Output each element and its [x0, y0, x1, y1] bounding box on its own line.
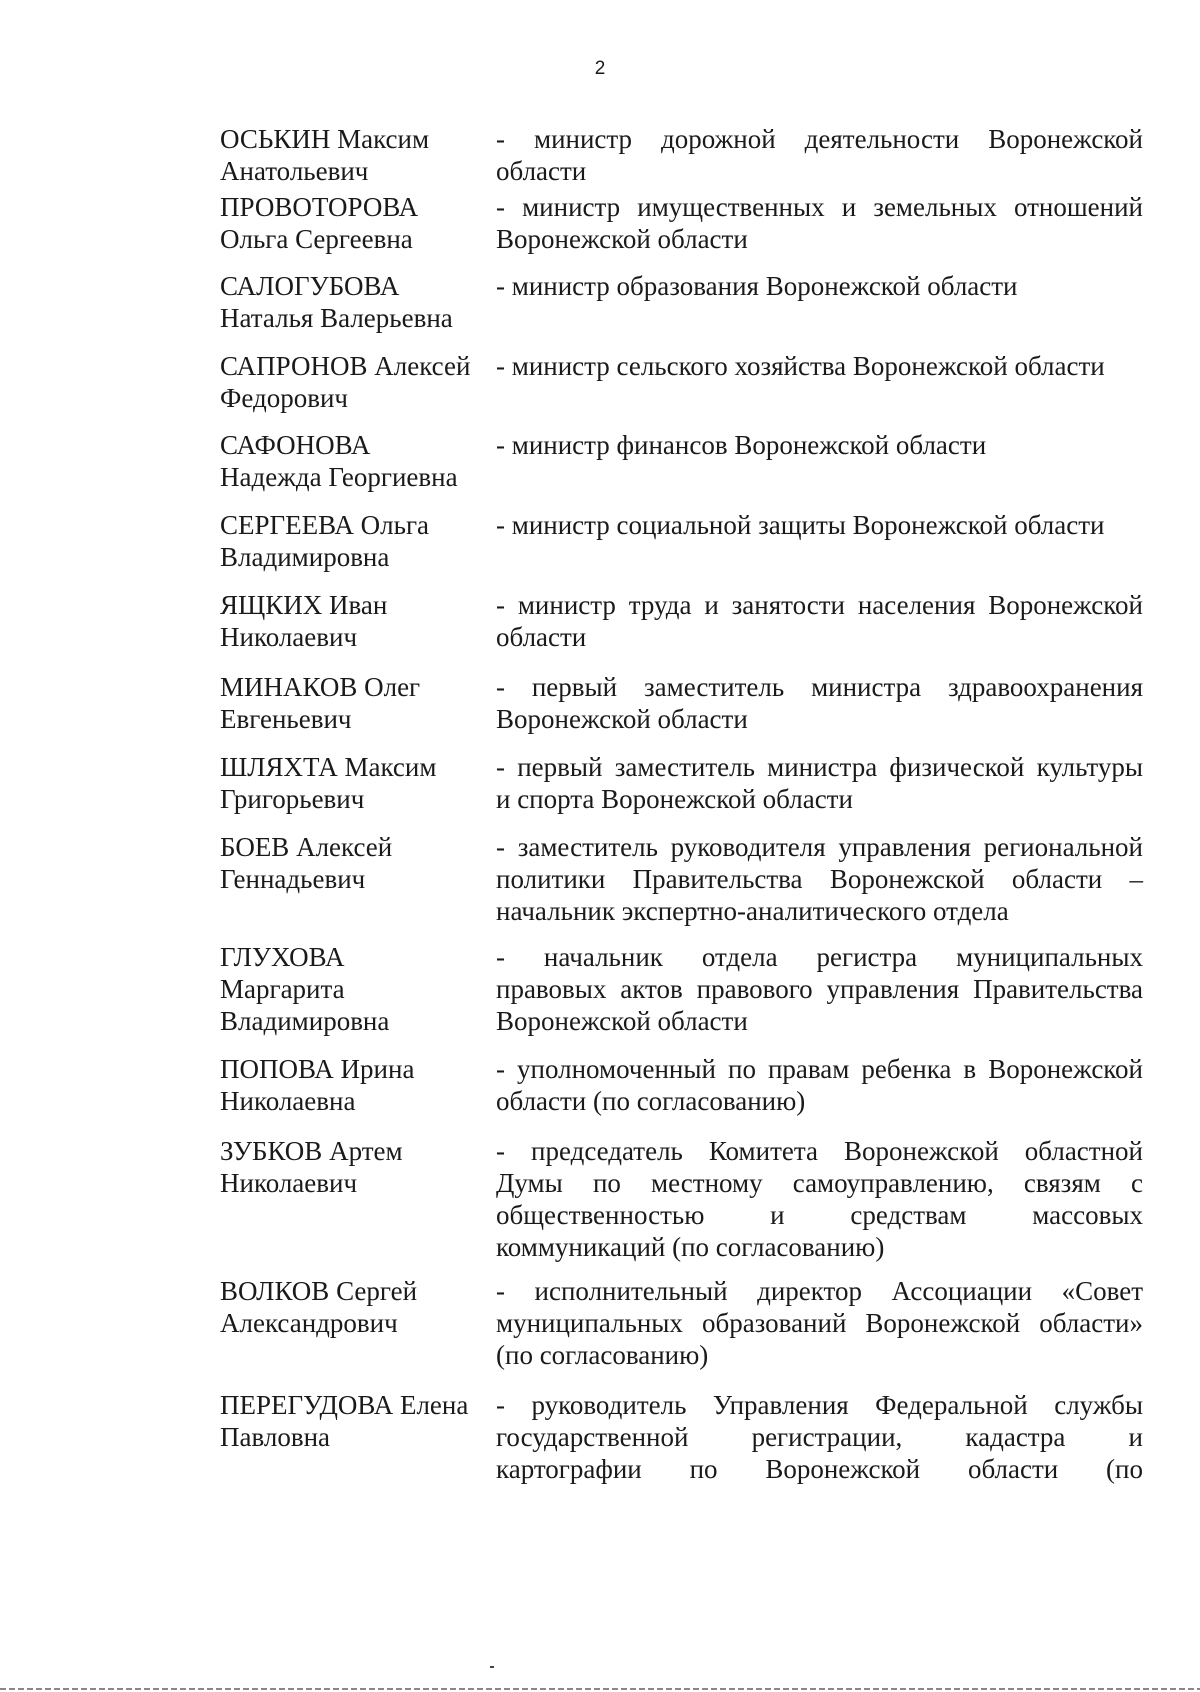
member-position-line: - министр труда и занятости населения Воронежской [496, 590, 1143, 620]
member-position-line: - руководитель Управления Федеральной службы [496, 1390, 1143, 1420]
member-name [0, 751, 496, 815]
member-position-line: общественностью и средствам массовых [496, 1200, 1143, 1230]
member-name-line: МИНАКОВ Олег [220, 672, 421, 702]
member-name-line: САФОНОВА [220, 430, 371, 460]
member-name [0, 1053, 496, 1117]
member-name-line: Евгеньевич [220, 704, 352, 734]
member-name-line: Александрович [220, 1308, 398, 1338]
member-entry [0, 1135, 1200, 1263]
member-name-line: ВОЛКОВ Сергей [220, 1276, 418, 1306]
member-position-line: государственной регистрации, кадастра и [496, 1422, 1143, 1452]
member-position [496, 123, 1143, 187]
member-entry [0, 509, 1200, 573]
member-entry [0, 671, 1200, 735]
member-position-line: - заместитель руководителя управления региональной [496, 832, 1143, 862]
member-name-line: ОСЬКИН Максим [220, 124, 430, 154]
member-name-line: Ольга Сергеевна [220, 224, 413, 254]
member-name [0, 123, 496, 187]
page-number: 2 [594, 58, 606, 79]
member-name [0, 941, 496, 1037]
member-position [496, 350, 1143, 414]
member-name-line: ЗУБКОВ Артем [220, 1136, 403, 1166]
member-position-line: Воронежской области [496, 704, 748, 734]
member-position-line: - председатель Комитета Воронежской областной [496, 1136, 1143, 1166]
member-entry [0, 941, 1200, 1037]
member-name-line: Анатольевич [220, 156, 369, 186]
member-position-line: - министр имущественных и земельных отношений [496, 192, 1143, 222]
member-position-line: - министр сельского хозяйства Воронежской области [496, 351, 1105, 381]
member-position-line: - первый заместитель министра здравоохранения [496, 672, 1143, 702]
member-name [0, 831, 496, 927]
member-name-line: Николаевич [220, 622, 358, 652]
member-name [0, 671, 496, 735]
member-position-line: - исполнительный директор Ассоциации «Совет [496, 1276, 1143, 1306]
member-position-line: Воронежской области [496, 224, 748, 254]
member-entry [0, 1053, 1200, 1117]
member-name [0, 191, 496, 255]
member-name-line: Григорьевич [220, 784, 365, 814]
member-position [496, 671, 1143, 735]
member-name [0, 1389, 496, 1485]
member-position-line: области [496, 622, 587, 652]
member-position-line: коммуникаций (по согласованию) [496, 1232, 885, 1262]
member-position [496, 831, 1143, 927]
member-name [0, 1275, 496, 1371]
member-name [0, 429, 496, 493]
member-name-line: Владимировна [220, 1006, 390, 1036]
member-entry [0, 350, 1200, 414]
member-position-line: (по согласованию) [496, 1340, 709, 1370]
member-name-line: Павловна [220, 1422, 331, 1452]
member-entry [0, 191, 1200, 255]
member-name-line: ПОПОВА Ирина [220, 1054, 415, 1084]
member-name-line: БОЕВ Алексей [220, 832, 393, 862]
member-position [496, 1135, 1143, 1263]
member-position-line: - министр финансов Воронежской области [496, 430, 987, 460]
member-position-line: политики Правительства Воронежской области – [496, 864, 1143, 894]
member-position-line: - министр дорожной деятельности Воронежской [496, 124, 1143, 154]
member-position-line: и спорта Воронежской области [496, 784, 853, 814]
member-name [0, 509, 496, 573]
member-entry [0, 1389, 1200, 1485]
page-bottom-edge [0, 1688, 1200, 1690]
member-position-line: картографии по Воронежской области (по [496, 1454, 1143, 1484]
member-position-line: начальник экспертно-аналитического отдела [496, 896, 1009, 926]
member-position-line: - министр образования Воронежской области [496, 271, 1018, 301]
member-entry [0, 429, 1200, 493]
scan-speck [490, 1666, 494, 1668]
member-name-line: Геннадьевич [220, 864, 366, 894]
member-entry [0, 270, 1200, 334]
member-entry [0, 831, 1200, 927]
member-position-line: правовых актов правового управления Правительства [496, 974, 1143, 1004]
member-name [0, 350, 496, 414]
member-position-line: Думы по местному самоуправлению, связям с [496, 1168, 1143, 1198]
member-name-line: ПЕРЕГУДОВА Елена [220, 1390, 469, 1420]
member-name-line: Николаевна [220, 1086, 356, 1116]
member-name-line: ПРОВОТОРОВА [220, 192, 419, 222]
member-position [496, 751, 1143, 815]
member-entry [0, 751, 1200, 815]
member-name [0, 270, 496, 334]
member-position [496, 589, 1143, 653]
member-name-line: Федорович [220, 383, 348, 413]
member-position [496, 191, 1143, 255]
member-name-line: САЛОГУБОВА [220, 271, 400, 301]
member-name-line: ШЛЯХТА Максим [220, 752, 437, 782]
member-position-line: - первый заместитель министра физической культуры [496, 752, 1143, 782]
member-name-line: Николаевич [220, 1168, 358, 1198]
member-position [496, 941, 1143, 1037]
member-position-line: муниципальных образований Воронежской области» [496, 1308, 1143, 1338]
member-name-line: Владимировна [220, 542, 390, 572]
member-position-line: - уполномоченный по правам ребенка в Воронежской [496, 1054, 1143, 1084]
member-name-line: САПРОНОВ Алексей [220, 351, 471, 381]
member-position [496, 509, 1143, 573]
member-name-line: Надежда Георгиевна [220, 462, 458, 492]
member-entry [0, 589, 1200, 653]
member-position [496, 1275, 1143, 1371]
member-position [496, 270, 1143, 334]
member-name-line: Наталья Валерьевна [220, 303, 453, 333]
member-position-line: - начальник отдела регистра муниципальных [496, 942, 1143, 972]
member-position-line: - министр социальной защиты Воронежской области [496, 510, 1105, 540]
member-name-line: СЕРГЕЕВА Ольга [220, 510, 430, 540]
member-position-line: области [496, 156, 587, 186]
member-position-line: области (по согласованию) [496, 1086, 806, 1116]
member-entry [0, 123, 1200, 187]
member-name-line: ЯЩКИХ Иван [220, 590, 388, 620]
member-position [496, 1389, 1143, 1485]
member-name-line: ГЛУХОВА [220, 942, 345, 972]
member-position [496, 429, 1143, 493]
member-entry [0, 1275, 1200, 1371]
member-position-line: Воронежской области [496, 1006, 748, 1036]
member-position [496, 1053, 1143, 1117]
member-name [0, 1135, 496, 1263]
member-name-line: Маргарита [220, 974, 345, 1004]
member-name [0, 589, 496, 653]
